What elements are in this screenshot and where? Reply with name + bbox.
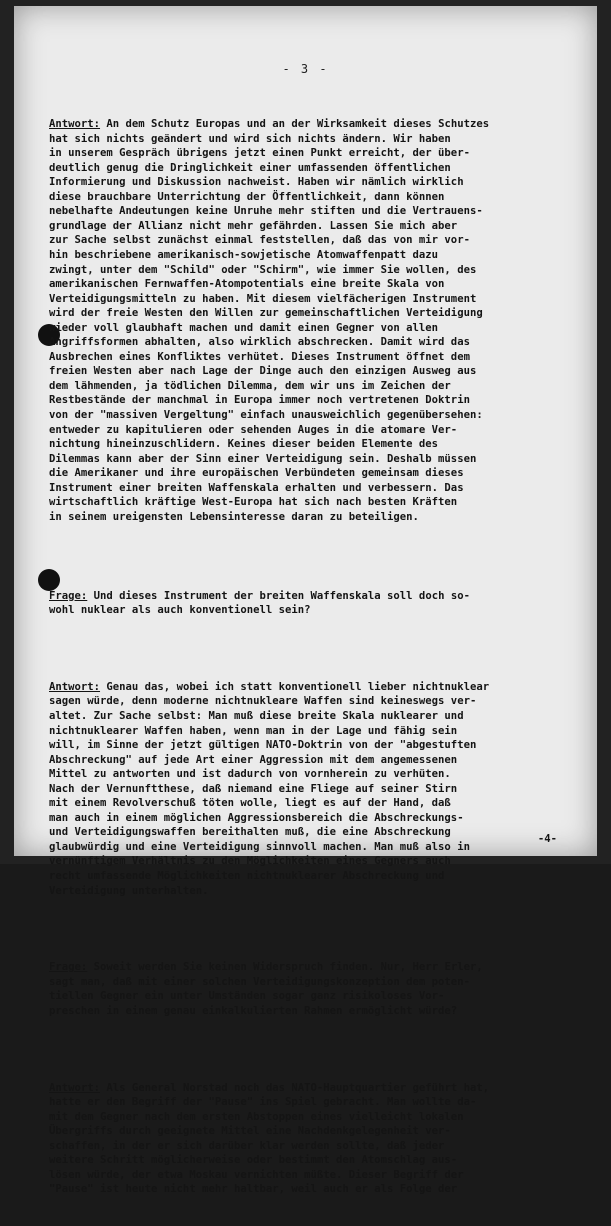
text-line (49, 292, 579, 307)
line-text: glaubwürdig und eine Verteidigung sinnvoll machen. Man muß also in (49, 840, 470, 853)
text-line (49, 738, 579, 753)
line-text: tiellen Gegner ein unter Umständen sogar ganz risikoloses Vor- (49, 990, 445, 1003)
text-line (49, 423, 579, 438)
text-line (49, 335, 579, 350)
line-text: Informierung und Diskussion nachweist. Haben wir nämlich wirklich (49, 176, 464, 189)
speaker-label: Frage: (49, 961, 88, 974)
text-line (49, 495, 579, 510)
text-line (49, 782, 579, 797)
text-line (49, 1081, 579, 1096)
text-line (49, 680, 579, 695)
text-line (49, 1095, 579, 1110)
line-text: wird der freie Westen den Willen zur gemeinschaftlichen Verteidigung (49, 307, 483, 320)
text-line (49, 510, 579, 525)
line-text: wirtschaftlich kräftige West-Europa hat sich nach besten Kräften (49, 496, 458, 509)
text-line (49, 724, 579, 739)
line-text: sagen würde, denn moderne nichtnukleare Waffen sind keineswegs ver- (49, 695, 477, 708)
text-line (49, 884, 579, 899)
text-line (49, 753, 579, 768)
line-text: wohl nuklear als auch konventionell sein? (49, 604, 311, 617)
text-line (49, 379, 579, 394)
page-number: - 3 - (282, 62, 329, 76)
text-line (49, 321, 579, 336)
line-text: preschen in einem genau einkalkulierten Rahmen ermöglicht würde? (49, 1004, 458, 1017)
text-line (49, 161, 579, 176)
text-line (49, 709, 579, 724)
text-line (49, 233, 579, 248)
line-text: dem lähmenden, ja tödlichen Dilemma, dem wir uns im Zeichen der (49, 379, 451, 392)
text-line (49, 1168, 579, 1183)
text-line (49, 1124, 579, 1139)
text-line (49, 869, 579, 884)
line-text: Genau das, wobei ich statt konventionell lieber nichtnuklear (100, 680, 490, 693)
line-text: Verteidigungsmitteln zu haben. Mit diesem vielfächerigen Instrument (49, 292, 477, 305)
line-text: Angriffsformen abhalten, also wirklich abschrecken. Damit wird das (49, 336, 470, 349)
line-text: mit einem Revolverschuß töten wolle, liegt es auf der Hand, daß (49, 797, 451, 810)
line-text: von der "massiven Vergeltung" einfach unausweichlich gegenübersehen: (49, 409, 483, 422)
text-line (49, 306, 579, 321)
line-text: mit dem Gegner nach dem ersten Abstoppen eines vielleicht lokalen (49, 1110, 464, 1123)
line-text: nebelhafte Andeutungen keine Unruhe mehr stiften und die Vertrauens- (49, 205, 483, 218)
line-text: will, im Sinne der jetzt gültigen NATO-Doktrin von der "abgestuften (49, 739, 477, 752)
text-line (49, 840, 579, 855)
text-line (49, 146, 579, 161)
line-text: vernünftigem Verhältnis zu den Möglichkeiten eines Gegners auch (49, 855, 451, 868)
text-line (49, 350, 579, 365)
text-line (49, 960, 579, 975)
text-line (49, 1139, 579, 1154)
line-text: amerikanischen Fernwaffen-Atompotentials eine breite Skala von (49, 278, 445, 291)
line-text: Soweit werden Sie keinen Widerspruch finden. Nur, Herr Erler, (87, 961, 483, 974)
line-text: hatte er den Begriff der "Pause" ins Spiel gebracht. Man wollte da- (49, 1096, 477, 1109)
text-line (49, 175, 579, 190)
text-line (49, 589, 579, 604)
text-line (49, 811, 579, 826)
line-text: Übergriffs durch geeignete Mittel eine Nachdenkgelegenheit ver- (49, 1125, 451, 1138)
line-text: deutlich genug die Dringlichkeit einer umfassenden öffentlichen (49, 161, 451, 174)
line-text: und Verteidigungswaffen bereithalten muß, die eine Abschreckung (49, 826, 451, 839)
question-paragraph-2 (49, 960, 579, 1018)
line-text: An dem Schutz Europas und an der Wirksamkeit dieses Schutzes (100, 118, 490, 131)
line-text: grundlage der Allianz nicht mehr gefährden. Lassen Sie mich aber (49, 219, 458, 232)
interview-text (49, 88, 579, 1226)
text-line (49, 219, 579, 234)
text-line (49, 408, 579, 423)
line-text: Ausbrechen eines Konfliktes verhütet. Dieses Instrument öffnet dem (49, 350, 470, 363)
answer-paragraph-1 (49, 117, 579, 524)
line-text: Als General Norstad noch das NATO-Hauptquartier geführt hat, (100, 1081, 490, 1094)
line-text: wieder voll glaubhaft machen und damit einen Gegner von allen (49, 321, 439, 334)
speaker-label: Frage: (49, 589, 88, 602)
line-text: freien Westen aber nach Lage der Dinge auch den einzigen Ausweg aus (49, 365, 477, 378)
text-line (49, 1110, 579, 1125)
text-line (49, 603, 579, 618)
answer-paragraph-2 (49, 680, 579, 898)
text-line (49, 975, 579, 990)
line-text: lösen würde, der etwa Moskau vernichten müßte. Dieser Begriff der (49, 1168, 464, 1181)
text-line (49, 132, 579, 147)
speaker-label: Antwort: (49, 1081, 101, 1094)
text-line (49, 263, 579, 278)
question-paragraph-1 (49, 589, 579, 618)
speaker-label: Antwort: (49, 118, 101, 131)
text-line (49, 989, 579, 1004)
line-text: Dilemmas kann aber der Sinn einer Verteidigung sein. Deshalb müssen (49, 452, 477, 465)
text-line (49, 854, 579, 869)
text-line (49, 204, 579, 219)
text-line (49, 190, 579, 205)
text-line (49, 117, 579, 132)
line-text: sagt man, daß mit einer solchen Verteidigungskonzeption dem poten- (49, 975, 470, 988)
text-line (49, 796, 579, 811)
line-text: in seinem ureigensten Lebensinteresse daran zu beteiligen. (49, 510, 419, 523)
line-text: Mittel zu antworten und ist dadurch von vornherein zu verhüten. (49, 768, 451, 781)
line-text: man auch in einem möglichen Aggressionsbereich die Abschreckungs- (49, 811, 464, 824)
line-text: hin beschriebene amerikanisch-sowjetische Atomwaffenpatt dazu (49, 249, 439, 262)
line-text: diese brauchbare Unterrichtung der Öffentlichkeit, dann können (49, 190, 445, 203)
line-text: nichtung hineinzuschlidern. Keines dieser beiden Elemente des (49, 438, 439, 451)
answer-paragraph-3 (49, 1081, 579, 1197)
text-line (49, 437, 579, 452)
line-text: zwingt, unter dem "Schild" oder "Schirm", wie immer Sie wollen, des (49, 263, 477, 276)
text-line (49, 466, 579, 481)
line-text: zur Sache selbst zunächst einmal feststellen, daß das von mir vor- (49, 234, 470, 247)
line-text: recht umfassende Möglichkeiten nichtnuklearer Abschreckung und (49, 869, 445, 882)
text-line (49, 767, 579, 782)
line-text: Und dieses Instrument der breiten Waffenskala soll doch so- (87, 589, 470, 602)
text-line (49, 1153, 579, 1168)
text-line (49, 825, 579, 840)
text-line (49, 248, 579, 263)
text-line (49, 1004, 579, 1019)
line-text: altet. Zur Sache selbst: Man muß diese breite Skala nuklearer und (49, 709, 464, 722)
line-text: "Pause" ist heute nicht mehr haltbar, weil auch er als Folge der (49, 1183, 458, 1196)
line-text: Restbestände der manchmal in Europa immer noch vertretenen Doktrin (49, 394, 470, 407)
text-line (49, 1182, 579, 1197)
line-text: in unserem Gespräch übrigens jetzt einen Punkt erreicht, der über- (49, 147, 470, 160)
speaker-label: Antwort: (49, 680, 101, 693)
line-text: Instrument einer breiten Waffenskala erhalten und verbessern. Das (49, 481, 464, 494)
document-page (14, 6, 597, 1196)
line-text: Abschreckung" auf jede Art einer Aggression mit dem angemessenen (49, 753, 458, 766)
text-line (49, 481, 579, 496)
text-line (49, 364, 579, 379)
text-line (49, 694, 579, 709)
line-text: Verteidigung unterhalten. (49, 884, 209, 897)
line-text: die Amerikaner und ihre europäischen Verbündeten gemeinsam dieses (49, 467, 464, 480)
line-text: hat sich nichts geändert und wird sich nichts ändern. Wir haben (49, 132, 451, 145)
line-text: Nach der Vernunftthese, daß niemand eine Fliege auf seiner Stirn (49, 782, 458, 795)
text-line (49, 277, 579, 292)
line-text: nichtnuklearer Waffen haben, wenn man in der Lage und fähig sein (49, 724, 458, 737)
line-text: entweder zu kapitulieren oder sehenden Auges in die atomare Ver- (49, 423, 458, 436)
text-line (49, 452, 579, 467)
line-text: weitere Schritt möglicherweise oder bestimmt den Atomschlag aus- (49, 1154, 458, 1167)
text-line (49, 393, 579, 408)
next-page-marker: -4- (537, 833, 557, 845)
line-text: schaffen, in der er sich darüber klar werden sollte, daß jeder (49, 1139, 445, 1152)
